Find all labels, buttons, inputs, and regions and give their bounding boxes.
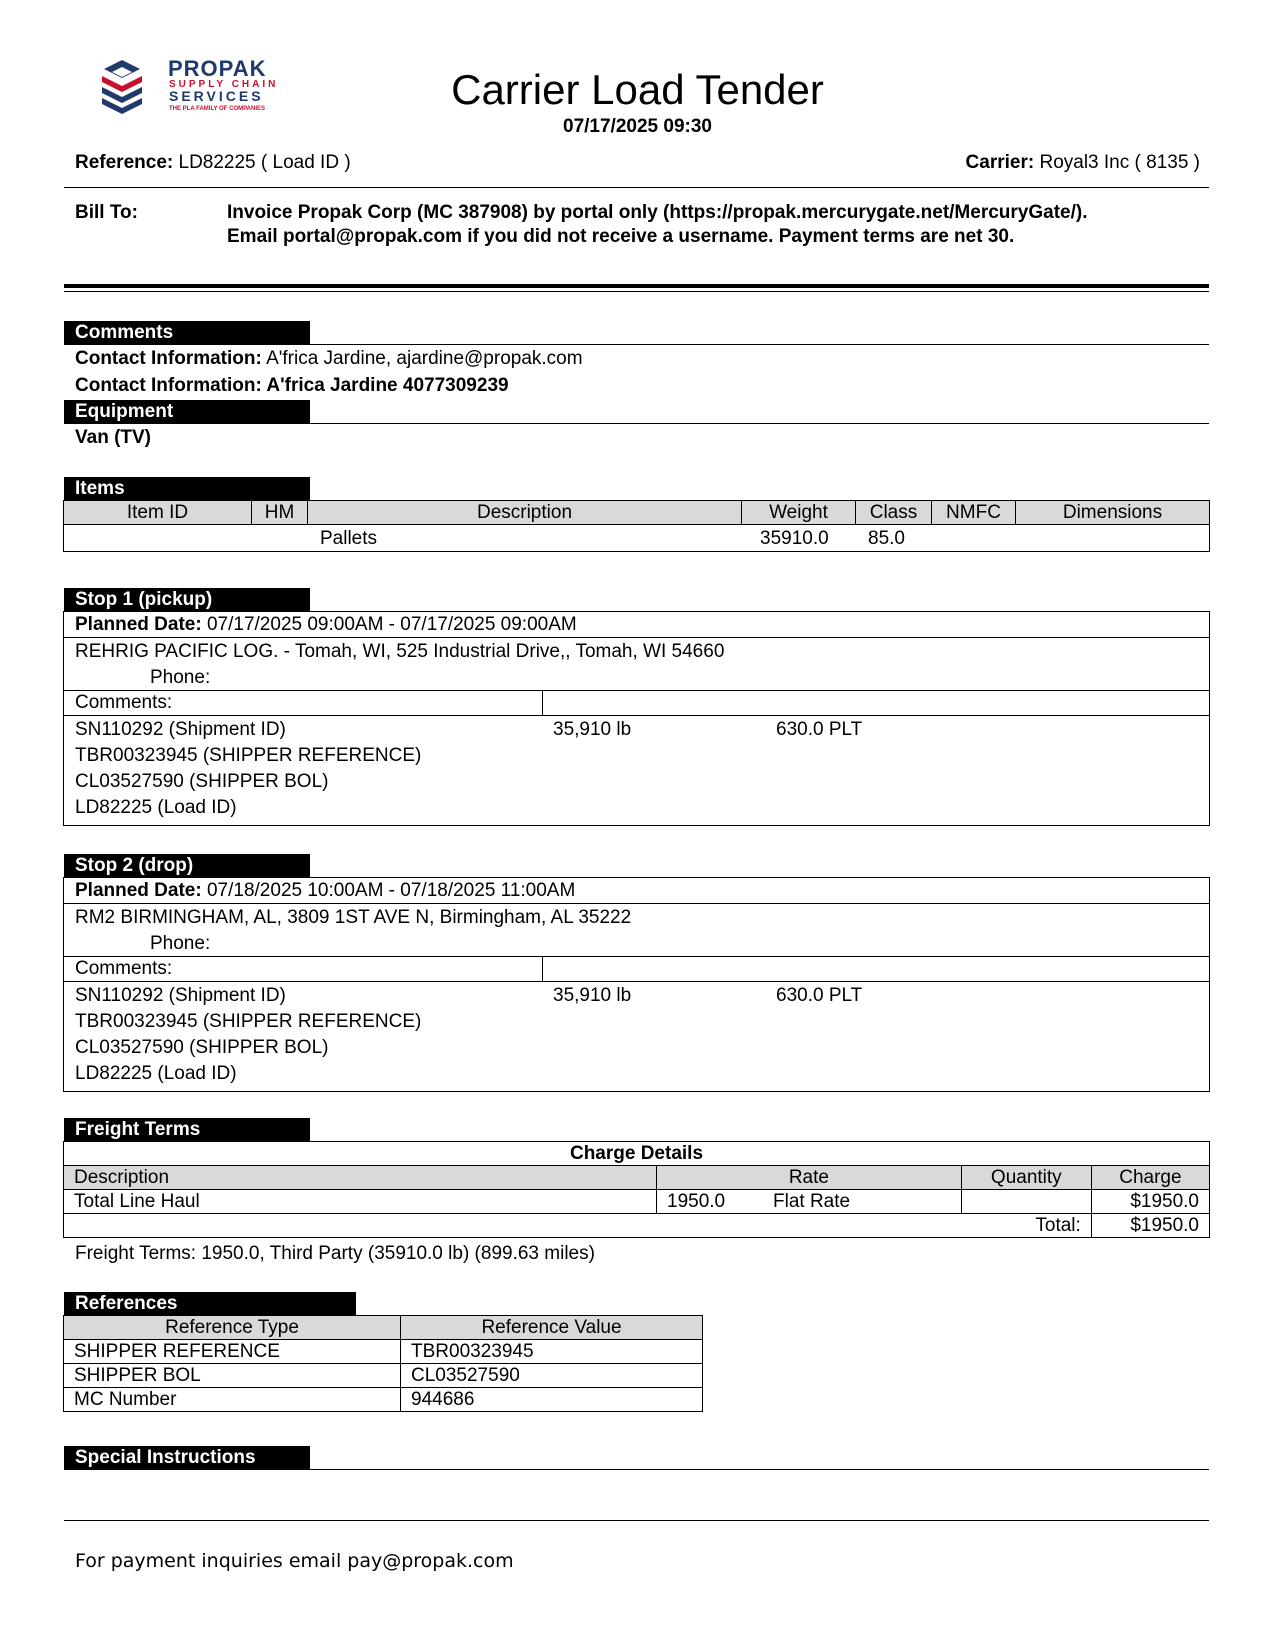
freight-terms-text: Freight Terms: 1950.0, Third Party (35910.0 lb) (899.63 miles) <box>75 1243 595 1264</box>
divider <box>310 344 1209 345</box>
bill-to-label: Bill To: <box>75 202 138 223</box>
total-label: Total: <box>64 1214 1092 1238</box>
stop-1-ref-4: LD82225 (Load ID) <box>75 797 237 818</box>
charge-rate: 1950.0 <box>657 1190 764 1214</box>
document-title: Carrier Load Tender <box>451 66 824 113</box>
items-header-row <box>64 501 1210 525</box>
col-dimensions: Dimensions <box>1016 501 1210 525</box>
stop-1-count: 630.0 PLT <box>776 719 863 740</box>
stop-2-ref-4: LD82225 (Load ID) <box>75 1063 237 1084</box>
table-row <box>64 525 1210 552</box>
items-table <box>63 500 1210 552</box>
stop-2-ref-1: SN110292 (Shipment ID) <box>75 985 286 1006</box>
divider <box>542 956 543 981</box>
planned-date-value: 07/17/2025 09:00AM - 07/17/2025 09:00AM <box>206 614 577 635</box>
reference-value: LD82225 ( Load ID ) <box>178 152 351 173</box>
charge-description: Total Line Haul <box>64 1190 657 1214</box>
stop-2-comments-label: Comments: <box>75 958 173 979</box>
reference-value: CL03527590 <box>401 1364 703 1388</box>
item-weight: 35910.0 <box>760 528 829 549</box>
total-row <box>64 1214 1210 1238</box>
equipment-value: Van (TV) <box>75 427 152 448</box>
stop-1-box <box>63 611 1210 826</box>
thin-divider <box>64 291 1209 292</box>
stop-2-ref-3: CL03527590 (SHIPPER BOL) <box>75 1037 329 1058</box>
total-value: $1950.0 <box>1091 1214 1209 1238</box>
divider <box>64 903 1209 904</box>
stop-1-weight: 35,910 lb <box>553 719 632 740</box>
item-class: 85.0 <box>868 528 905 549</box>
equipment-section-title: Equipment <box>64 400 310 424</box>
stop-2-count: 630.0 PLT <box>776 985 863 1006</box>
charge-header-row <box>64 1166 1210 1190</box>
divider <box>310 423 1209 424</box>
col-rate: Rate <box>657 1166 962 1190</box>
stop-1-planned-date <box>75 613 577 636</box>
references-header-row <box>64 1316 703 1340</box>
reference-label: Reference: <box>75 152 174 173</box>
logo-brand: PROPAK <box>168 56 267 81</box>
stop-1-address: REHRIG PACIFIC LOG. - Tomah, WI, 525 Industrial Drive,, Tomah, WI 54660 <box>75 641 725 662</box>
stop-1-phone-label: Phone: <box>150 667 211 688</box>
contact-info-label: Contact Information: <box>75 348 262 369</box>
bill-to-line1: Invoice Propak Corp (MC 387908) by portal only (https://propak.mercurygate.net/MercuryGate/). <box>227 202 1088 223</box>
reference-type: SHIPPER BOL <box>64 1364 401 1388</box>
table-row <box>64 1388 703 1412</box>
reference-value: TBR00323945 <box>401 1340 703 1364</box>
reference-type: SHIPPER REFERENCE <box>64 1340 401 1364</box>
charge-details-table <box>63 1141 1210 1238</box>
divider <box>64 956 1209 957</box>
divider <box>64 981 1209 982</box>
stop-1-ref-2: TBR00323945 (SHIPPER REFERENCE) <box>75 745 422 766</box>
col-reference-value: Reference Value <box>401 1316 703 1340</box>
comments-section-title: Comments <box>64 321 310 345</box>
col-class: Class <box>856 501 932 525</box>
table-row <box>64 1340 703 1364</box>
references-table <box>63 1315 703 1412</box>
table-row <box>64 1190 1210 1214</box>
charge-rate-type: Flat Rate <box>763 1190 961 1214</box>
contact-info-value: A'frica Jardine, ajardine@propak.com <box>266 348 583 369</box>
charge-quantity <box>961 1190 1091 1214</box>
charge-details-title: Charge Details <box>64 1142 1210 1166</box>
stop-2-address: RM2 BIRMINGHAM, AL, 3809 1ST AVE N, Birmingham, AL 35222 <box>75 907 632 928</box>
divider <box>64 690 1209 691</box>
stop-1-ref-1: SN110292 (Shipment ID) <box>75 719 286 740</box>
col-description: Description <box>64 1166 657 1190</box>
col-reference-type: Reference Type <box>64 1316 401 1340</box>
reference-line <box>75 152 351 174</box>
col-description: Description <box>308 501 742 525</box>
references-section-title: References <box>64 1292 356 1316</box>
stop-2-planned-date <box>75 879 575 902</box>
col-weight: Weight <box>742 501 856 525</box>
divider <box>64 637 1209 638</box>
contact-info-phone: Contact Information: A'frica Jardine 4077309239 <box>75 375 509 396</box>
col-nmfc: NMFC <box>932 501 1016 525</box>
special-instructions-title: Special Instructions <box>64 1446 310 1470</box>
planned-date-value: 07/18/2025 10:00AM - 07/18/2025 11:00AM <box>206 880 576 901</box>
carrier-label: Carrier: <box>965 152 1035 173</box>
carrier-value: Royal3 Inc ( 8135 ) <box>1039 152 1200 173</box>
divider <box>310 1469 1209 1470</box>
stop-1-ref-3: CL03527590 (SHIPPER BOL) <box>75 771 329 792</box>
document-datetime: 07/17/2025 09:30 <box>563 116 712 137</box>
divider <box>64 187 1209 188</box>
stop-1-title: Stop 1 (pickup) <box>64 588 310 612</box>
divider <box>64 715 1209 716</box>
footer-text: For payment inquiries email pay@propak.com <box>75 1550 514 1572</box>
divider <box>542 690 543 715</box>
items-section-title: Items <box>64 477 310 501</box>
stop-2-ref-2: TBR00323945 (SHIPPER REFERENCE) <box>75 1011 422 1032</box>
planned-date-label: Planned Date: <box>75 614 202 635</box>
stop-2-phone-label: Phone: <box>150 933 211 954</box>
contact-info-email <box>75 347 583 371</box>
stop-2-box <box>63 877 1210 1092</box>
item-description: Pallets <box>320 528 378 549</box>
stop-2-weight: 35,910 lb <box>553 985 632 1006</box>
col-charge: Charge <box>1091 1166 1209 1190</box>
reference-value: 944686 <box>401 1388 703 1412</box>
table-row <box>64 1364 703 1388</box>
logo-line1: SUPPLY CHAIN <box>169 79 279 90</box>
col-quantity: Quantity <box>961 1166 1091 1190</box>
logo-line2: SERVICES <box>169 88 264 104</box>
freight-section-title: Freight Terms <box>64 1118 310 1142</box>
divider <box>64 1520 1209 1521</box>
stop-1-comments-label: Comments: <box>75 692 173 713</box>
logo-tagline: THE PLA FAMILY OF COMPANIES <box>169 106 266 112</box>
planned-date-label: Planned Date: <box>75 880 202 901</box>
thick-divider <box>64 284 1209 288</box>
reference-type: MC Number <box>64 1388 401 1412</box>
col-hm: HM <box>252 501 308 525</box>
carrier-line <box>966 152 1200 174</box>
stop-2-title: Stop 2 (drop) <box>64 854 310 878</box>
charge-amount: $1950.0 <box>1091 1190 1209 1214</box>
bill-to-line2: Email portal@propak.com if you did not receive a username. Payment terms are net 30. <box>227 226 1015 247</box>
col-item-id: Item ID <box>64 501 252 525</box>
